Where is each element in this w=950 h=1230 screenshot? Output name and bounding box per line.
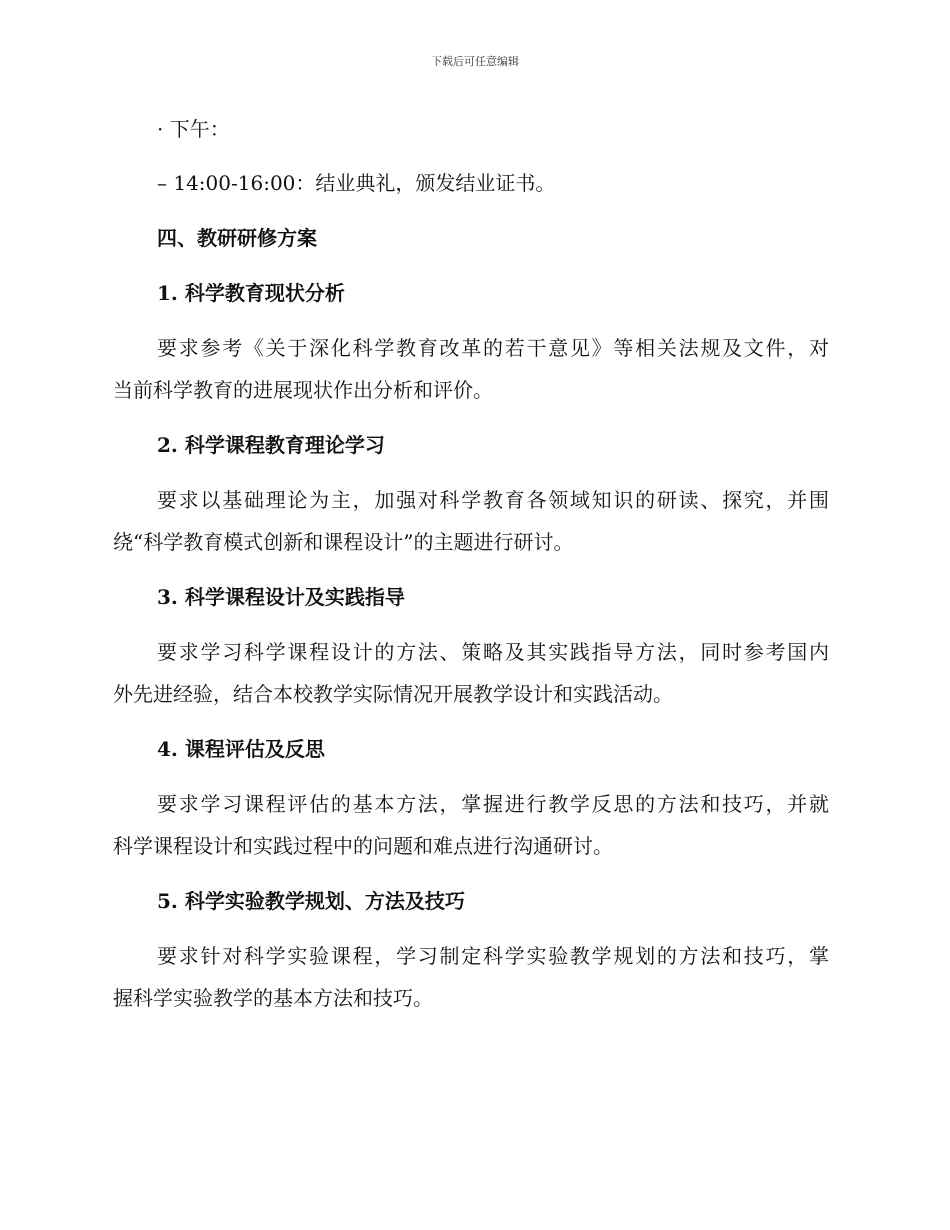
paragraph-4-line-2: 科学课程设计和实践过程中的问题和难点进行沟通研讨。 <box>113 834 613 858</box>
subsection-heading-4: 4. 课程评估及反思 <box>157 737 325 761</box>
paragraph-5-line-2: 握科学实验教学的基本方法和技巧。 <box>113 986 433 1010</box>
schedule-afternoon-label: · 下午： <box>157 117 230 141</box>
schedule-item: – 14:00-16:00：结业典礼，颁发结业证书。 <box>157 171 556 195</box>
paragraph-3-line-2: 外先进经验，结合本校教学实际情况开展教学设计和实践活动。 <box>113 682 673 706</box>
paragraph-1-line-2: 当前科学教育的进展现状作出分析和评价。 <box>113 378 493 402</box>
subsection-heading-1: 1. 科学教育现状分析 <box>157 281 345 305</box>
paragraph-5-line-1: 要求针对科学实验课程，学习制定科学实验教学规划的方法和技巧，掌 <box>157 944 829 968</box>
subsection-heading-5: 5. 科学实验教学规划、方法及技巧 <box>157 889 465 913</box>
section-title: 四、教研研修方案 <box>157 226 317 250</box>
page-header: 下载后可任意编辑 <box>431 55 519 68</box>
paragraph-1-line-1: 要求参考《关于深化科学教育改革的若干意见》等相关法规及文件，对 <box>157 336 829 360</box>
paragraph-4-line-1: 要求学习课程评估的基本方法，掌握进行教学反思的方法和技巧，并就 <box>157 792 829 816</box>
paragraph-3-line-1: 要求学习科学课程设计的方法、策略及其实践指导方法，同时参考国内 <box>157 640 829 664</box>
subsection-heading-2: 2. 科学课程教育理论学习 <box>157 433 385 457</box>
paragraph-2-line-2: 绕“科学教育模式创新和课程设计”的主题进行研讨。 <box>113 530 574 554</box>
subsection-heading-3: 3. 科学课程设计及实践指导 <box>157 585 405 609</box>
paragraph-2-line-1: 要求以基础理论为主，加强对科学教育各领域知识的研读、探究，并围 <box>157 488 829 512</box>
